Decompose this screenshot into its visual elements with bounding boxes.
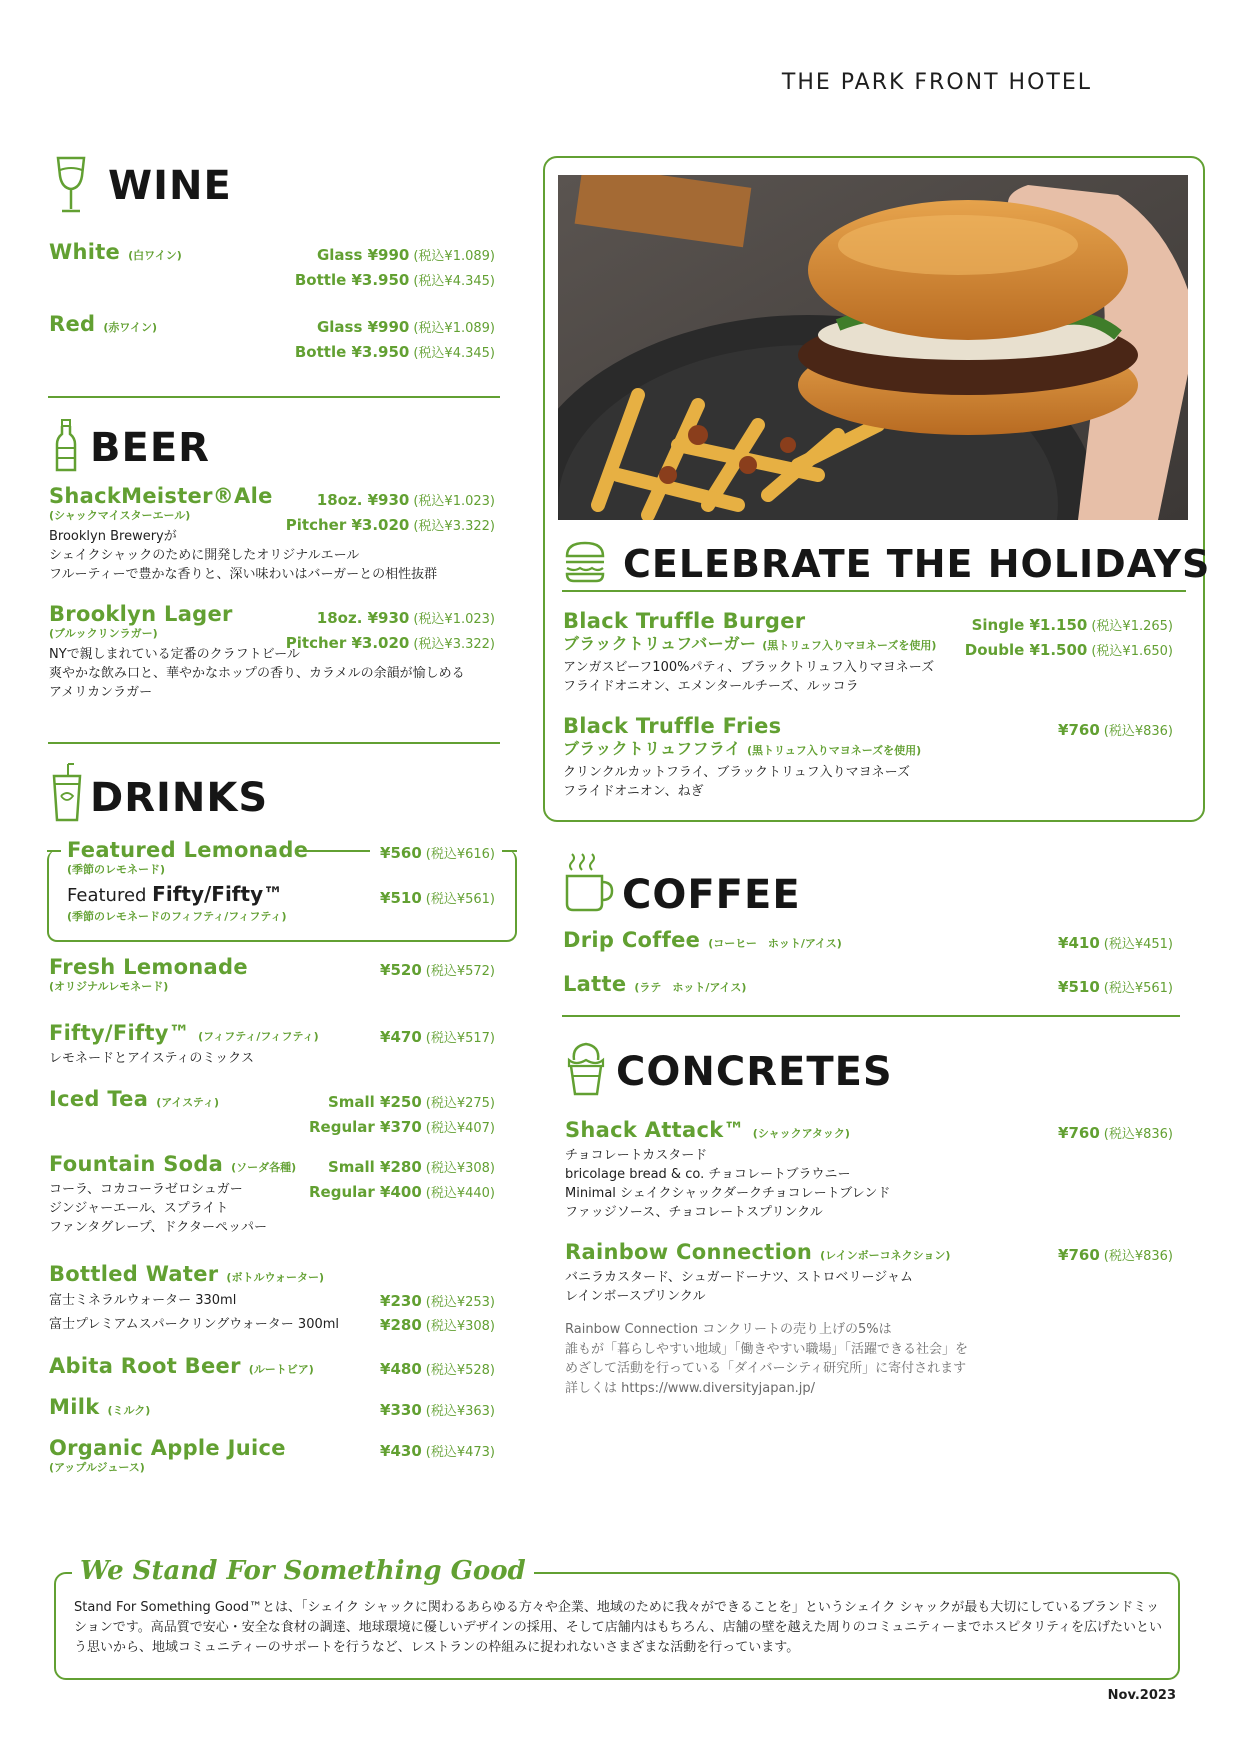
iced-tea-prices: Small ¥250 (税込¥275) Regular ¥370 (税込¥407) <box>308 1093 495 1136</box>
shack-attack: Shack Attack™ (シャックアタック) チョコレートカスタード bricolage bread & co. チョコレートブラウニー Minimal シェイクシャックダークチョコレートブレンド ファッジソース、チョコレートスプリンクル <box>565 1118 891 1220</box>
fresh-lemonade: Fresh Lemonade (オリジナルレモネード) <box>49 955 248 994</box>
organic-apple-juice-price: ¥430 (税込¥473) <box>380 1442 495 1460</box>
fifty-fifty: Fifty/Fifty™ (フィフティ/フィフティ) レモネードとアイスティのミックス <box>49 1021 319 1067</box>
wine-red-prices: Glass ¥990 (税込¥1.089) Bottle ¥3.950 (税込¥4.345) <box>294 318 495 361</box>
fresh-lemonade-price: ¥520 (税込¥572) <box>380 961 495 979</box>
black-truffle-fries: Black Truffle Fries ブラックトリュフフライ (黒トリュフ入りマヨネーズを使用) クリンクルカットフライ、ブラックトリュフ入りマヨネーズ フライドオニオン、ねぎ <box>563 714 922 799</box>
abita-root-beer: Abita Root Beer (ルートビア) <box>49 1354 314 1378</box>
rainbow-donation-note: Rainbow Connection コンクリートの売り上げの5%は 誰もが「暮らしやすい地域」「働きやすい職場」「活躍できる社会」を めざして活動を行っている「ダイバーシティ研究所」に寄付されます 詳しくは https://www.diversityjapan.jp/ <box>565 1322 969 1396</box>
featured-box-edge-left <box>47 850 61 852</box>
drink-cup-icon <box>52 762 82 824</box>
burger-icon <box>564 540 606 584</box>
rainbow-connection-price: ¥760 (税込¥836) <box>1058 1246 1173 1264</box>
featured-lemonade-price: ¥560 (税込¥616) <box>380 844 495 862</box>
holidays-heading: CELEBRATE THE HOLIDAYS <box>623 542 1211 586</box>
coffee-cup-icon <box>564 852 614 914</box>
bottled-water-price-1: ¥230 (税込¥253) <box>380 1292 495 1310</box>
bottled-water-line-2: 富士プレミアムスパークリングウォーター 300ml <box>49 1317 340 1332</box>
wine-glass-icon <box>54 156 88 214</box>
beer-brooklyn: Brooklyn Lager (ブルックリンラガー) NYで親しまれている定番のクラフトビール 爽やかな飲み口と、華やかなホップの香り、カラメルの余韻が愉しめる アメリカンラガー <box>49 602 465 701</box>
beer-shackmeister: ShackMeister®Ale (シャックマイスターエール) Brooklyn Breweryが シェイクシャックのために開発したオリジナルエール フルーティーで豊かな香りと、深い味わいはバーガーとの相性抜群 <box>49 484 438 583</box>
iced-tea: Iced Tea (アイスティ) <box>49 1087 220 1111</box>
fifty-fifty-price: ¥470 (税込¥517) <box>380 1028 495 1046</box>
beer-divider <box>48 742 500 744</box>
featured-fiftyfifty: Featured Fifty/Fifty™ (季節のレモネードのフィフティ/フィフティ) <box>67 882 287 923</box>
featured-box-edge-right <box>502 850 517 852</box>
featured-box-edge-mid <box>300 850 370 852</box>
wine-divider <box>48 396 500 398</box>
black-truffle-fries-price: ¥760 (税込¥836) <box>1058 721 1173 739</box>
black-truffle-burger-prices: Single ¥1.150 (税込¥1.265) Double ¥1.500 (税込¥1.650) <box>964 616 1173 659</box>
mission-text: Stand For Something Good™とは、「シェイク シャックに関わるあらゆる方々や企業、地域のために我々ができることを」というシェイク シャックが最も大切にしているブランドミッションです。高品質で安心・安全な食材の調達、地球環境に優しいデザインの採用、そして店舗内はもちろん、店舗の壁を越えた周りのコミュニティーまでホスピタリティを広げたいという思いから、地域コミュニティーのサポートを行うなど、レストランの枠組みに捉われないさまざまな活動を行っています。 <box>74 1600 1162 1656</box>
black-truffle-burger: Black Truffle Burger ブラックトリュフバーガー (黒トリュフ入りマヨネーズを使用) アンガスビーフ100%パティ、ブラックトリュフ入りマヨネーズ フライドオニオン、エメンタールチーズ、ルッコラ <box>563 609 937 694</box>
bottled-water: Bottled Water (ボトルウォーター) <box>49 1262 325 1286</box>
featured-fiftyfifty-price: ¥510 (税込¥561) <box>380 889 495 907</box>
fountain-soda-prices: Small ¥280 (税込¥308) Regular ¥400 (税込¥440) <box>308 1158 495 1201</box>
holidays-divider <box>562 590 1186 592</box>
organic-apple-juice: Organic Apple Juice (アップルジュース) <box>49 1436 286 1475</box>
latte-price: ¥510 (税込¥561) <box>1058 978 1173 996</box>
latte: Latte (ラテ ホット/アイス) <box>563 972 747 996</box>
fountain-soda: Fountain Soda (ソーダ各種) コーラ、コカコーラゼロシュガー ジンジャーエール、スプライト ファンタグレープ、ドクターペッパー <box>49 1152 297 1235</box>
beer-brooklyn-prices: 18oz. ¥930 (税込¥1.023) Pitcher ¥3.020 (税込¥3.322) <box>285 609 495 652</box>
bottled-water-price-2: ¥280 (税込¥308) <box>380 1316 495 1334</box>
hotel-name: THE PARK FRONT HOTEL <box>781 70 1092 95</box>
beer-bottle-icon <box>54 418 78 474</box>
abita-root-beer-price: ¥480 (税込¥528) <box>380 1360 495 1378</box>
wine-red-name: Red (赤ワイン) <box>49 312 158 336</box>
milk: Milk (ミルク) <box>49 1395 151 1419</box>
wine-heading: WINE <box>108 163 232 209</box>
rainbow-connection: Rainbow Connection (レインボーコネクション) バニラカスタード、シュガードーナツ、ストロベリージャム レインボースプリンクル <box>565 1240 951 1305</box>
featured-lemonade: Featured Lemonade (季節のレモネード) <box>67 838 309 877</box>
drinks-heading: DRINKS <box>90 775 269 821</box>
concretes-heading: CONCRETES <box>616 1049 893 1095</box>
edition-date: Nov.2023 <box>1107 1688 1176 1703</box>
wine-white-prices: Glass ¥990 (税込¥1.089) Bottle ¥3.950 (税込¥4.345) <box>294 246 495 289</box>
drip-coffee: Drip Coffee (コーヒー ホット/アイス) <box>563 928 842 952</box>
milk-price: ¥330 (税込¥363) <box>380 1401 495 1419</box>
beer-heading: BEER <box>90 425 210 471</box>
mission-title: We Stand For Something Good <box>72 1556 534 1586</box>
coffee-heading: COFFEE <box>622 872 801 918</box>
shack-attack-price: ¥760 (税込¥836) <box>1058 1124 1173 1142</box>
beer-shackmeister-prices: 18oz. ¥930 (税込¥1.023) Pitcher ¥3.020 (税込¥3.322) <box>285 491 495 534</box>
bottled-water-line-1: 富士ミネラルウォーター 330ml <box>49 1293 237 1308</box>
coffee-divider <box>562 1015 1180 1017</box>
wine-white-name: White (白ワイン) <box>49 240 182 264</box>
drip-coffee-price: ¥410 (税込¥451) <box>1058 934 1173 952</box>
burger-and-fries-photo <box>558 175 1188 520</box>
concrete-cup-icon <box>566 1040 606 1098</box>
